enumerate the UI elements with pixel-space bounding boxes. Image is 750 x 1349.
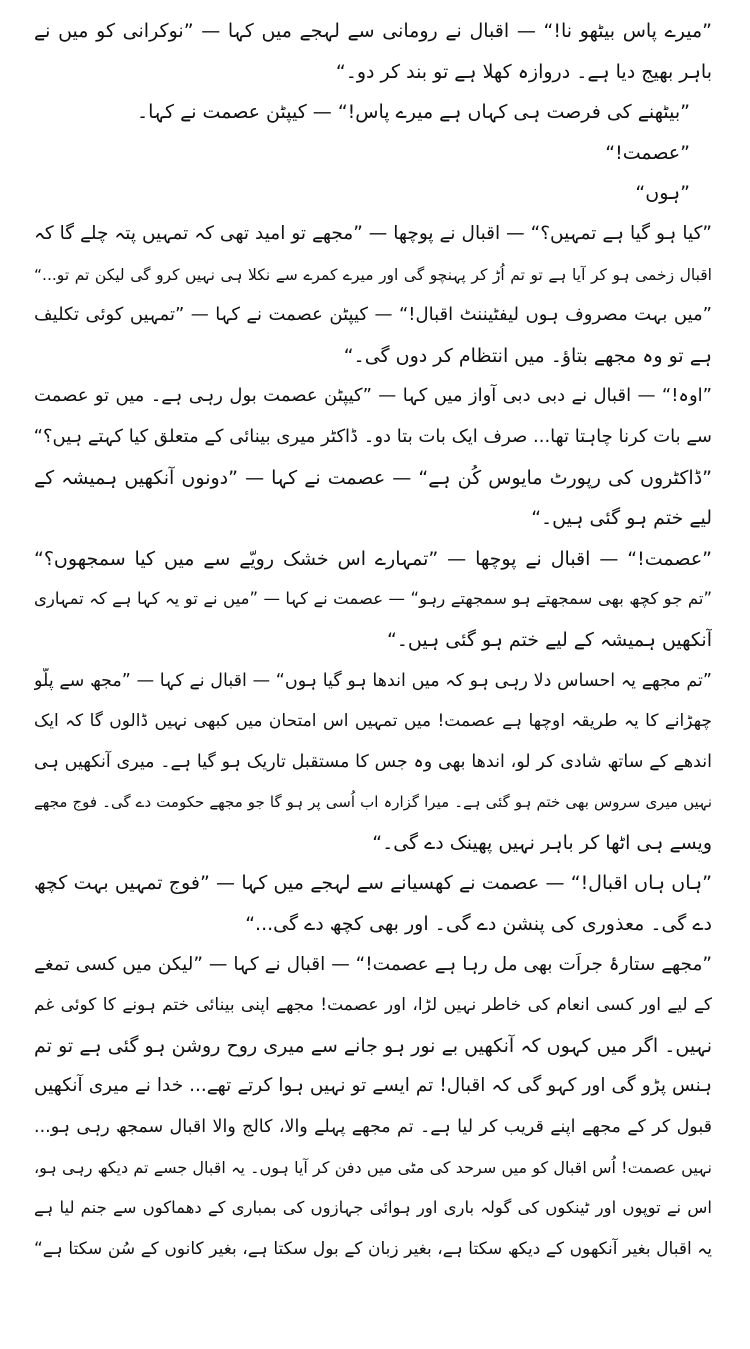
text-line: ”تم جو کچھ بھی سمجھتے ہو سمجھتے رہو“ — عصمت نے کہا — ”میں نے تو یہ کہا ہے کہ تمہاری [34, 589, 712, 609]
text-line: اندھے کے ساتھ شادی کر لو، اندھا بھی وہ جس کا مستقبل تاریک ہو گیا ہے۔ میری آنکھیں ہی [34, 751, 712, 772]
text-line: ہنس پڑو گی اور کہو گی کہ اقبال! تم ایسے تو نہیں ہوا کرتے تھے... خدا نے میری آنکھیں [34, 1075, 712, 1097]
text-line: یہ اقبال بغیر آنکھوں کے دیکھ سکتا ہے، بغیر زبان کے بول سکتا ہے، بغیر کانوں کے سُن سکتا ہے“ [34, 1238, 712, 1259]
text-line: قبول کر کے مجھے اپنے قریب کر لیا ہے۔ تم مجھے پہلے والا، کالج والا اقبال سمجھ رہی ہو... [34, 1117, 712, 1138]
text-line: سے بات کرنا چاہتا تھا... صرف ایک بات بتا دو۔ ڈاکٹر میری بینائی کے متعلق کیا کہتے ہیں؟“ [34, 425, 712, 447]
text-line: ”کیا ہو گیا ہے تمہیں؟“ — اقبال نے پوچھا — ”مجھے تو امید تھی کہ تمہیں پتہ چلے گا کہ [34, 222, 712, 244]
text-line: ”بیٹھنے کی فرصت ہی کہاں ہے میرے پاس!“ — کیپٹن عصمت نے کہا۔ [136, 101, 690, 124]
text-line: ”اوہ!“ — اقبال نے دبی دبی آواز میں کہا — ”کیپٹن عصمت بول رہی ہے۔ میں تو عصمت [34, 385, 712, 407]
text-line: ویسے ہی اٹھا کر باہر نہیں پھینک دے گی۔“ [372, 831, 712, 854]
text-line: چھڑانے کا یہ طریقہ اوچھا ہے عصمت! میں تمہیں اس امتحان میں کبھی نہیں ڈالوں گا کہ ایک [34, 711, 712, 732]
text-line: ”مجھے ستارۂ جراَت بھی مل رہا ہے عصمت!“ — اقبال نے کہا — ”لیکن میں کسی تمغے [34, 953, 712, 975]
text-line: کے لیے اور کسی انعام کی خاطر نہیں لڑا، اور عصمت! مجھے اپنی بینائی ختم ہونے کا کوئی غم [34, 995, 712, 1016]
text-line: ”میں بہت مصروف ہوں لیفٹیننٹ اقبال!“ — کیپٹن عصمت نے کہا — ”تمہیں کوئی تکلیف [34, 304, 712, 326]
text-line: نہیں۔ اگر میں کہوں کہ آنکھیں بے نور ہو جانے سے میری روح روشن ہو گئی ہے تو تم [34, 1034, 712, 1057]
text-line: باہر بھیج دیا ہے۔ دروازہ کھلا ہے تو بند کر دو۔“ [335, 60, 712, 83]
text-line: ”تم مجھے یہ احساس دلا رہی ہو کہ میں اندھا ہو گیا ہوں“ — اقبال نے کہا — ”مجھ سے پلّو [34, 670, 712, 691]
text-line: آنکھیں ہمیشہ کے لیے ختم ہو گئی ہیں۔“ [386, 628, 712, 651]
text-line: ”میرے پاس بیٹھو نا!“ — اقبال نے رومانی سے لہجے میں کہا — ”نوکرانی کو میں نے [34, 20, 712, 42]
text-line: اس نے توپوں اور ٹینکوں کی گولہ باری اور ہوائی جہازوں کی بمباری کے دھماکوں سے جنم لیا ہے [34, 1198, 712, 1218]
text-line: ”عصمت!“ — اقبال نے پوچھا — ”تمہارے اس خشک رویّے سے میں کیا سمجھوں؟“ [34, 547, 712, 570]
text-line: نہیں عصمت! اُس اقبال کو میں سرحد کی مٹی میں دفن کر آیا ہوں۔ یہ اقبال جسے تم دیکھ رہی ہو، [34, 1157, 712, 1177]
text-line: دے گی۔ معذوری کی پنشن دے گی۔ اور بھی کچھ دے گی...“ [245, 913, 712, 936]
text-line: اقبال زخمی ہو کر آیا ہے تو تم اُڑ کر پہنچو گی اور میرے کمرے سے نکلا ہی نہیں کرو گی لیکن تم تو...“ [34, 265, 712, 284]
text-line: ہے تو وہ مجھے بتاؤ۔ میں انتظام کر دوں گی۔“ [343, 344, 712, 367]
text-line: ”ہاں ہاں اقبال!“ — عصمت نے کھسیانے سے لہجے میں کہا — ”فوج تمہیں بہت کچھ [34, 872, 712, 895]
text-line: ”عصمت!“ [605, 141, 690, 164]
text-line: ”ہوں“ [635, 182, 690, 205]
text-line: لیے ختم ہو گئی ہیں۔“ [531, 507, 712, 530]
text-line: نہیں میری سروس بھی ختم ہو گئی ہے۔ میرا گزارہ اب اُسی پر ہو گا جو مجھے حکومت دے گی۔ فوج مجھے [34, 793, 712, 812]
text-line: ”ڈاکٹروں کی رپورٹ مایوس کُن ہے“ — عصمت نے کہا — ”دونوں آنکھیں ہمیشہ کے [34, 466, 712, 489]
